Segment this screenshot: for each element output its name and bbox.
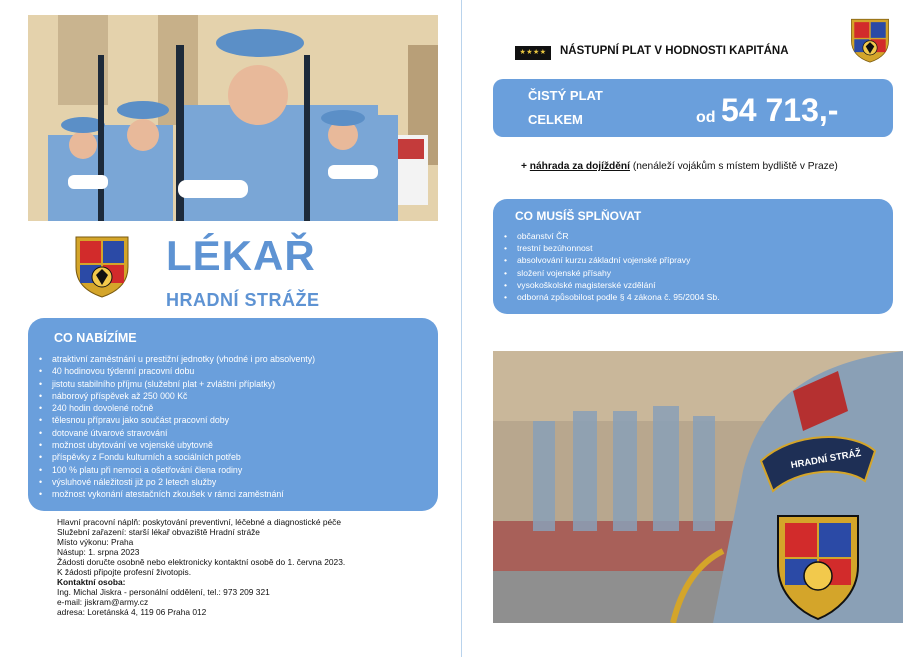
page-title: LÉKAŘ	[166, 232, 316, 279]
list-item: • trestní bezúhonnost	[503, 242, 720, 254]
coat-of-arms-icon	[74, 233, 130, 299]
requirements-heading: CO MUSÍŠ SPLŇOVAT	[515, 209, 642, 223]
badge-text: HRADNÍ STRÁŽ	[789, 447, 863, 472]
list-item: • složení vojenské přísahy	[503, 267, 720, 279]
guards-photo	[28, 15, 438, 221]
detail-duties: Hlavní pracovní náplň: poskytování preventivní, léčebné a diagnostické péče	[57, 517, 341, 527]
list-item: • odborná způsobilost podle § 4 zákona č. 95/2004 Sb.	[503, 291, 720, 303]
list-item: • dotované útvarové stravování	[38, 427, 315, 439]
badge-photo	[493, 351, 903, 623]
list-item: • náborový příspěvek až 250 000 Kč	[38, 390, 315, 402]
salary-amount: 54 713,-	[721, 92, 839, 128]
rank-stars-icon: ★★★★	[515, 46, 551, 60]
detail-contact-label: Kontaktní osoba:	[57, 577, 126, 587]
list-item: • občanství ČR	[503, 230, 720, 242]
salary-label-line2: CELKEM	[528, 112, 583, 127]
page-subtitle: HRADNÍ STRÁŽE	[166, 290, 320, 310]
commute-plus: +	[521, 161, 527, 172]
list-item: • 240 hodin dovolené ročně	[38, 402, 315, 414]
commute-allowance: náhrada za dojíždění	[529, 161, 630, 172]
list-item: • 100 % platu při nemoci a ošetřování člena rodiny	[38, 464, 315, 476]
salary-label-line1: ČISTÝ PLAT	[528, 88, 603, 103]
detail-location: Místo výkonu: Praha	[57, 537, 134, 547]
list-item: • příspěvky z Fondu kulturních a sociálních potřeb	[38, 451, 315, 463]
list-item: • jistotu stabilního příjmu (služební plat + zvláštní příplatky)	[38, 378, 315, 390]
list-item: • atraktivní zaměstnání u prestižní jednotky (vhodné i pro absolventy)	[38, 353, 315, 365]
offer-list	[38, 353, 315, 501]
detail-position: Služební zařazení: starší lékař obvaziště Hradní stráže	[57, 527, 260, 537]
salary-from: od	[696, 109, 716, 126]
rank-title: NÁSTUPNÍ PLAT V HODNOSTI KAPITÁNA	[560, 45, 789, 57]
detail-contact-person: Ing. Michal Jiskra - personální oddělení, tel.: 973 209 321	[57, 587, 270, 597]
list-item: • tělesnou přípravu jako součást pracovní doby	[38, 414, 315, 426]
requirements-box	[493, 199, 893, 314]
commute-note	[521, 161, 838, 172]
list-item: • možnost vykonání atestačních zkoušek v rámci zaměstnání	[38, 488, 315, 500]
detail-deadline: Žádosti doručte osobně nebo elektronicky kontaktní osobě do 1. června 2023.	[57, 557, 346, 567]
list-item: • možnost ubytování ve vojenské ubytovně	[38, 439, 315, 451]
detail-address: adresa: Loretánská 4, 119 06 Praha 012	[57, 607, 207, 617]
offer-box	[28, 318, 438, 511]
offer-heading: CO NABÍZÍME	[54, 331, 137, 345]
detail-cv: K žádosti připojte profesní životopis.	[57, 567, 192, 577]
detail-email[interactable]: e-mail: jiskram@army.cz	[57, 597, 149, 607]
job-details	[57, 517, 345, 617]
salary-box	[493, 79, 893, 137]
list-item: • vysokoškolské magisterské vzdělání	[503, 279, 720, 291]
coat-of-arms-icon	[850, 16, 890, 64]
list-item: • absolvování kurzu základní vojenské přípravy	[503, 254, 720, 266]
list-item: • 40 hodinovou týdenní pracovní dobu	[38, 365, 315, 377]
list-item: • výsluhové náležitosti již po 2 letech služby	[38, 476, 315, 488]
requirements-list	[503, 230, 720, 303]
page-divider	[461, 0, 462, 657]
commute-condition: (nenáleží vojákům s místem bydliště v Praze)	[630, 161, 838, 172]
detail-start: Nástup: 1. srpna 2023	[57, 547, 140, 557]
